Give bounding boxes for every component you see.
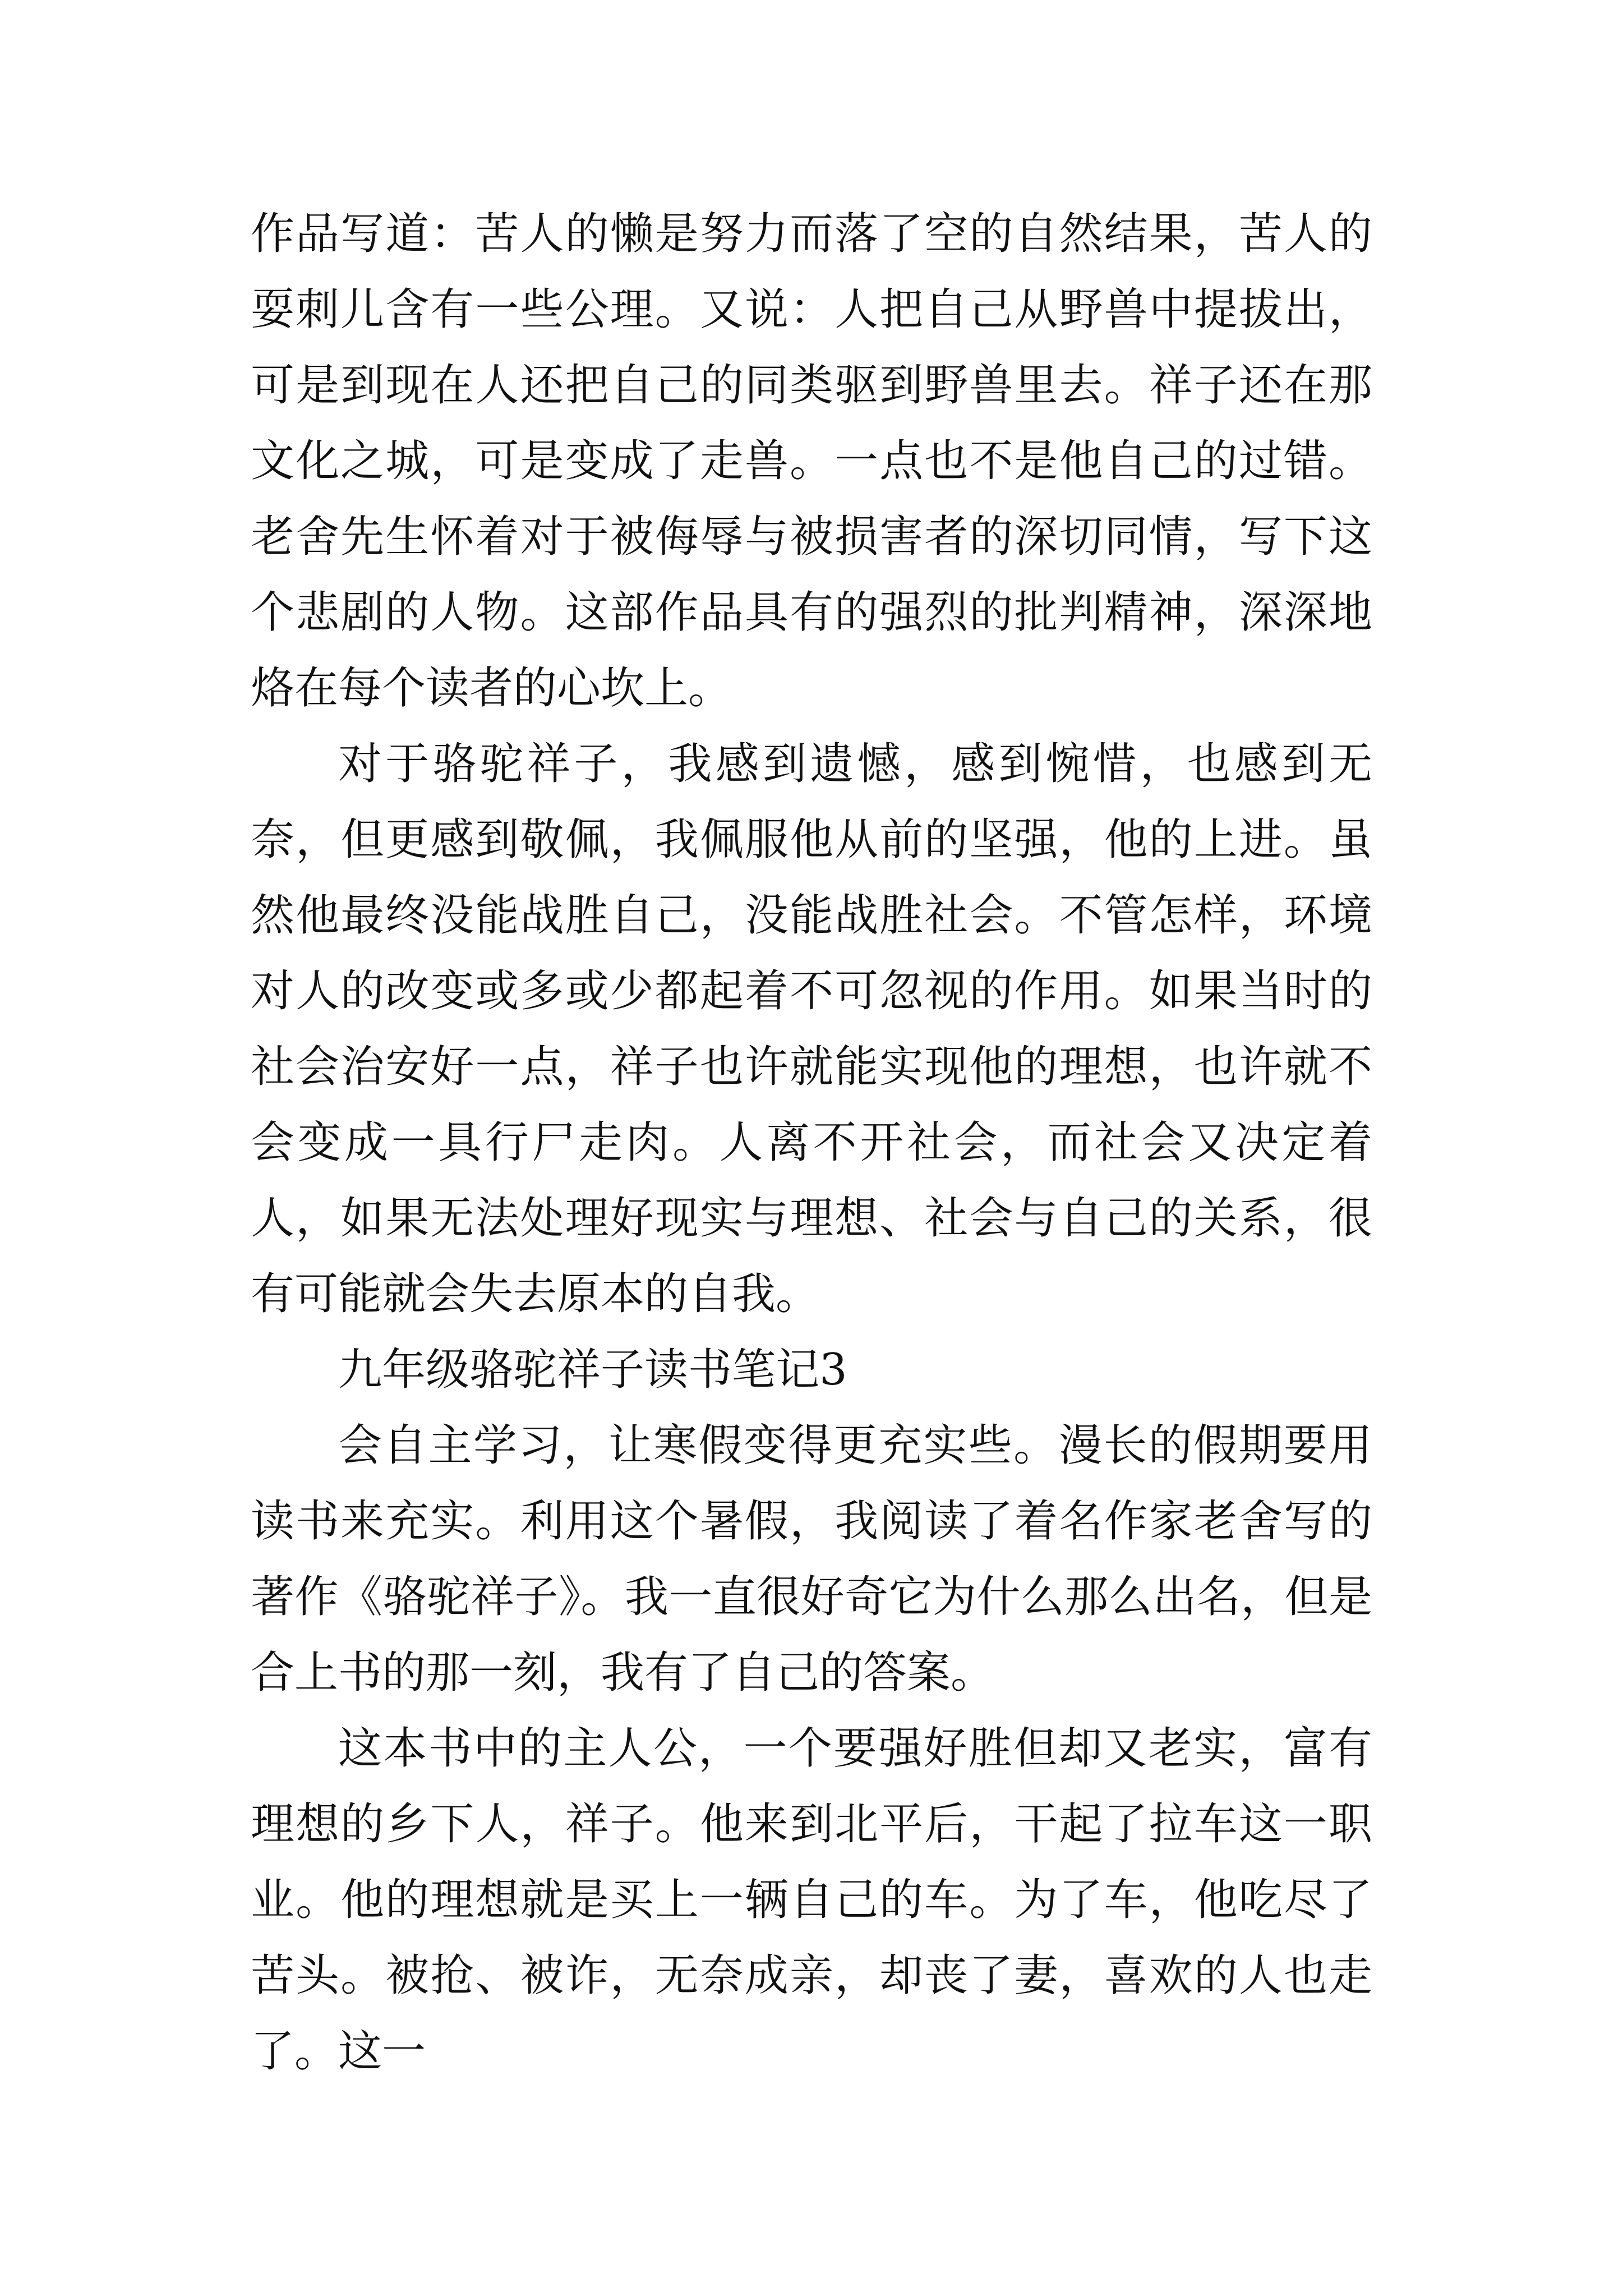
paragraph-intro: 会自主学习，让寒假变得更充实些。漫长的假期要用读书来充实。利用这个暑假，我阅读了着名作家老舍写的著作《骆驼祥子》。我一直很好奇它为什么那么出名，但是合上书的那一刻，我有了自己的答案。 (251, 1420, 1372, 1698)
section-heading: 九年级骆驼祥子读书笔记3 (338, 1345, 847, 1395)
paragraph-reflection: 对于骆驼祥子，我感到遗憾，感到惋惜，也感到无奈，但更感到敬佩，我佩服他从前的坚强，他的上进。虽然他最终没能战胜自己，没能战胜社会。不管怎样，环境对人的改变或多或少都起着不可忽视的作用。如果当时的社会治安好一点，祥子也许就能实现他的理想，也许就不会变成一具行尸走肉。人离不开社会，而社会又决定着人，如果无法处理好现实与理想、社会与自己的关系，很有可能就会失去原本的自我。 (251, 739, 1372, 1319)
paragraph-protagonist: 这本书中的主人公，一个要强好胜但却又老实，富有理想的乡下人，祥子。他来到北平后，干起了拉车这一职业。他的理想就是买上一辆自己的车。为了车，他吃尽了苦头。被抢、被诈，无奈成亲，却丧了妻，喜欢的人也走了。这一 (251, 1723, 1372, 2077)
body-text (251, 196, 1372, 2090)
paragraph-critique: 作品写道：苦人的懒是努力而落了空的自然结果，苦人的耍刺儿含有一些公理。又说：人把自己从野兽中提拔出，可是到现在人还把自己的同类驱到野兽里去。祥子还在那文化之城，可是变成了走兽。一点也不是他自己的过错。老舍先生怀着对于被侮辱与被损害者的深切同情，写下这个悲剧的人物。这部作品具有的强烈的批判精神，深深地烙在每个读者的心坎上。 (251, 209, 1372, 714)
